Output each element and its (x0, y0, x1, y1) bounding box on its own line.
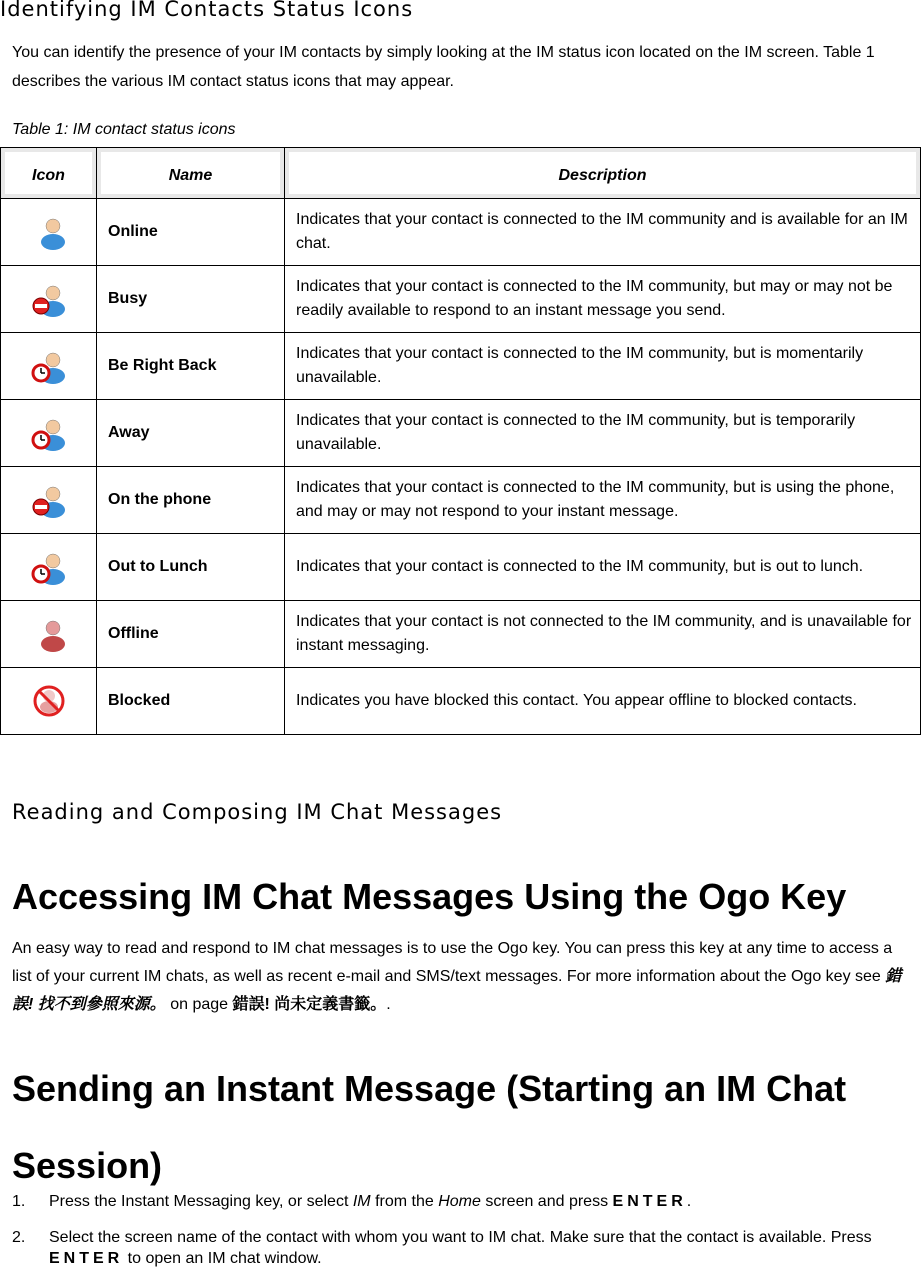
table-row (1, 199, 921, 266)
ogo-paragraph-end: . (386, 996, 391, 1013)
table-row (1, 266, 921, 333)
icon-cell (1, 266, 97, 333)
status-name: Busy (97, 266, 285, 333)
table-row (1, 534, 921, 601)
status-description: Indicates that your contact is connected to the IM community and is available for an IM chat. (285, 199, 921, 266)
status-icons-table (0, 147, 921, 735)
blocked-icon (29, 681, 69, 721)
icon-cell (1, 333, 97, 400)
ogo-key-paragraph (12, 935, 912, 1019)
icon-cell (1, 668, 97, 735)
section-heading-status-icons: Identifying IM Contacts Status Icons (0, 0, 414, 21)
status-name: On the phone (97, 467, 285, 534)
icon-cell (1, 400, 97, 467)
status-description: Indicates that your contact is not connected to the IM community, and is unavailable for instant messaging. (285, 601, 921, 668)
page-title-sending-line2: Session) (12, 1145, 163, 1186)
status-name: Offline (97, 601, 285, 668)
status-description: Indicates that your contact is connected to the IM community, but is momentarily unavailable. (285, 333, 921, 400)
on-the-phone-person-icon (29, 480, 69, 520)
icon-cell (1, 199, 97, 266)
home-screen: Home (438, 1193, 481, 1210)
be-right-back-person-icon (29, 346, 69, 386)
status-description: Indicates that your contact is connected to the IM community, but is temporarily unavailable. (285, 400, 921, 467)
icon-cell (1, 534, 97, 601)
ogo-paragraph-on-page: on page (165, 996, 233, 1013)
bookmark-error: 錯誤! 尚未定義書籤。 (232, 996, 387, 1013)
section-heading-reading-composing: Reading and Composing IM Chat Messages (12, 800, 503, 824)
ogo-paragraph-text: An easy way to read and respond to IM chat messages is to use the Ogo key. You can press this key at any time to access a list of your current IM chats, as well as recent e-mail and SMS/text messages. For more information about the Ogo key see (12, 940, 893, 985)
page-title-sending-line1: Sending an Instant Message (Starting an IM Chat (12, 1068, 847, 1109)
status-name: Be Right Back (97, 333, 285, 400)
header-name: Name (97, 148, 285, 199)
table-row (1, 601, 921, 668)
status-name: Online (97, 199, 285, 266)
step-number: 2. (12, 1229, 26, 1246)
table-header-row (1, 148, 921, 199)
step-number: 1. (12, 1193, 26, 1210)
step-text: Select the screen name of the contact with whom you want to IM chat. Make sure that the contact is available. Press ENTER to open an IM chat window. (49, 1229, 872, 1267)
status-description: Indicates that your contact is connected to the IM community, but is out to lunch. (285, 534, 921, 601)
step-text: Press the Instant Messaging key, or select IM from the Home screen and press ENTER. (49, 1193, 692, 1210)
table-caption: Table 1: IM contact status icons (12, 121, 236, 138)
im-option: IM (352, 1193, 371, 1210)
enter-key: ENTER (49, 1250, 124, 1267)
page-title-accessing-im: Accessing IM Chat Messages Using the Ogo Key (12, 876, 847, 917)
status-description: Indicates you have blocked this contact. You appear offline to blocked contacts. (285, 668, 921, 735)
offline-person-icon (29, 614, 69, 654)
table-row (1, 333, 921, 400)
cross-reference-error: 錯誤! 找不到參照來源。 (12, 968, 902, 1013)
online-person-icon (29, 212, 69, 252)
away-person-icon (29, 413, 69, 453)
status-name: Blocked (97, 668, 285, 735)
out-to-lunch-person-icon (29, 547, 69, 587)
table-row (1, 400, 921, 467)
table-row (1, 668, 921, 735)
status-description: Indicates that your contact is connected to the IM community, but is using the phone, and may or may not respond to your instant message. (285, 467, 921, 534)
busy-person-icon (29, 279, 69, 319)
icon-cell (1, 601, 97, 668)
header-description: Description (285, 148, 921, 199)
status-name: Out to Lunch (97, 534, 285, 601)
table-row (1, 467, 921, 534)
header-icon: Icon (1, 148, 97, 199)
enter-key: ENTER (612, 1193, 687, 1210)
status-name: Away (97, 400, 285, 467)
status-description: Indicates that your contact is connected to the IM community, but may or may not be readily available to respond to an instant message you send. (285, 266, 921, 333)
intro-paragraph: You can identify the presence of your IM contacts by simply looking at the IM status icon located on the IM screen. Table 1 describes the various IM contact status icons that may appear. (12, 44, 875, 90)
icon-cell (1, 467, 97, 534)
